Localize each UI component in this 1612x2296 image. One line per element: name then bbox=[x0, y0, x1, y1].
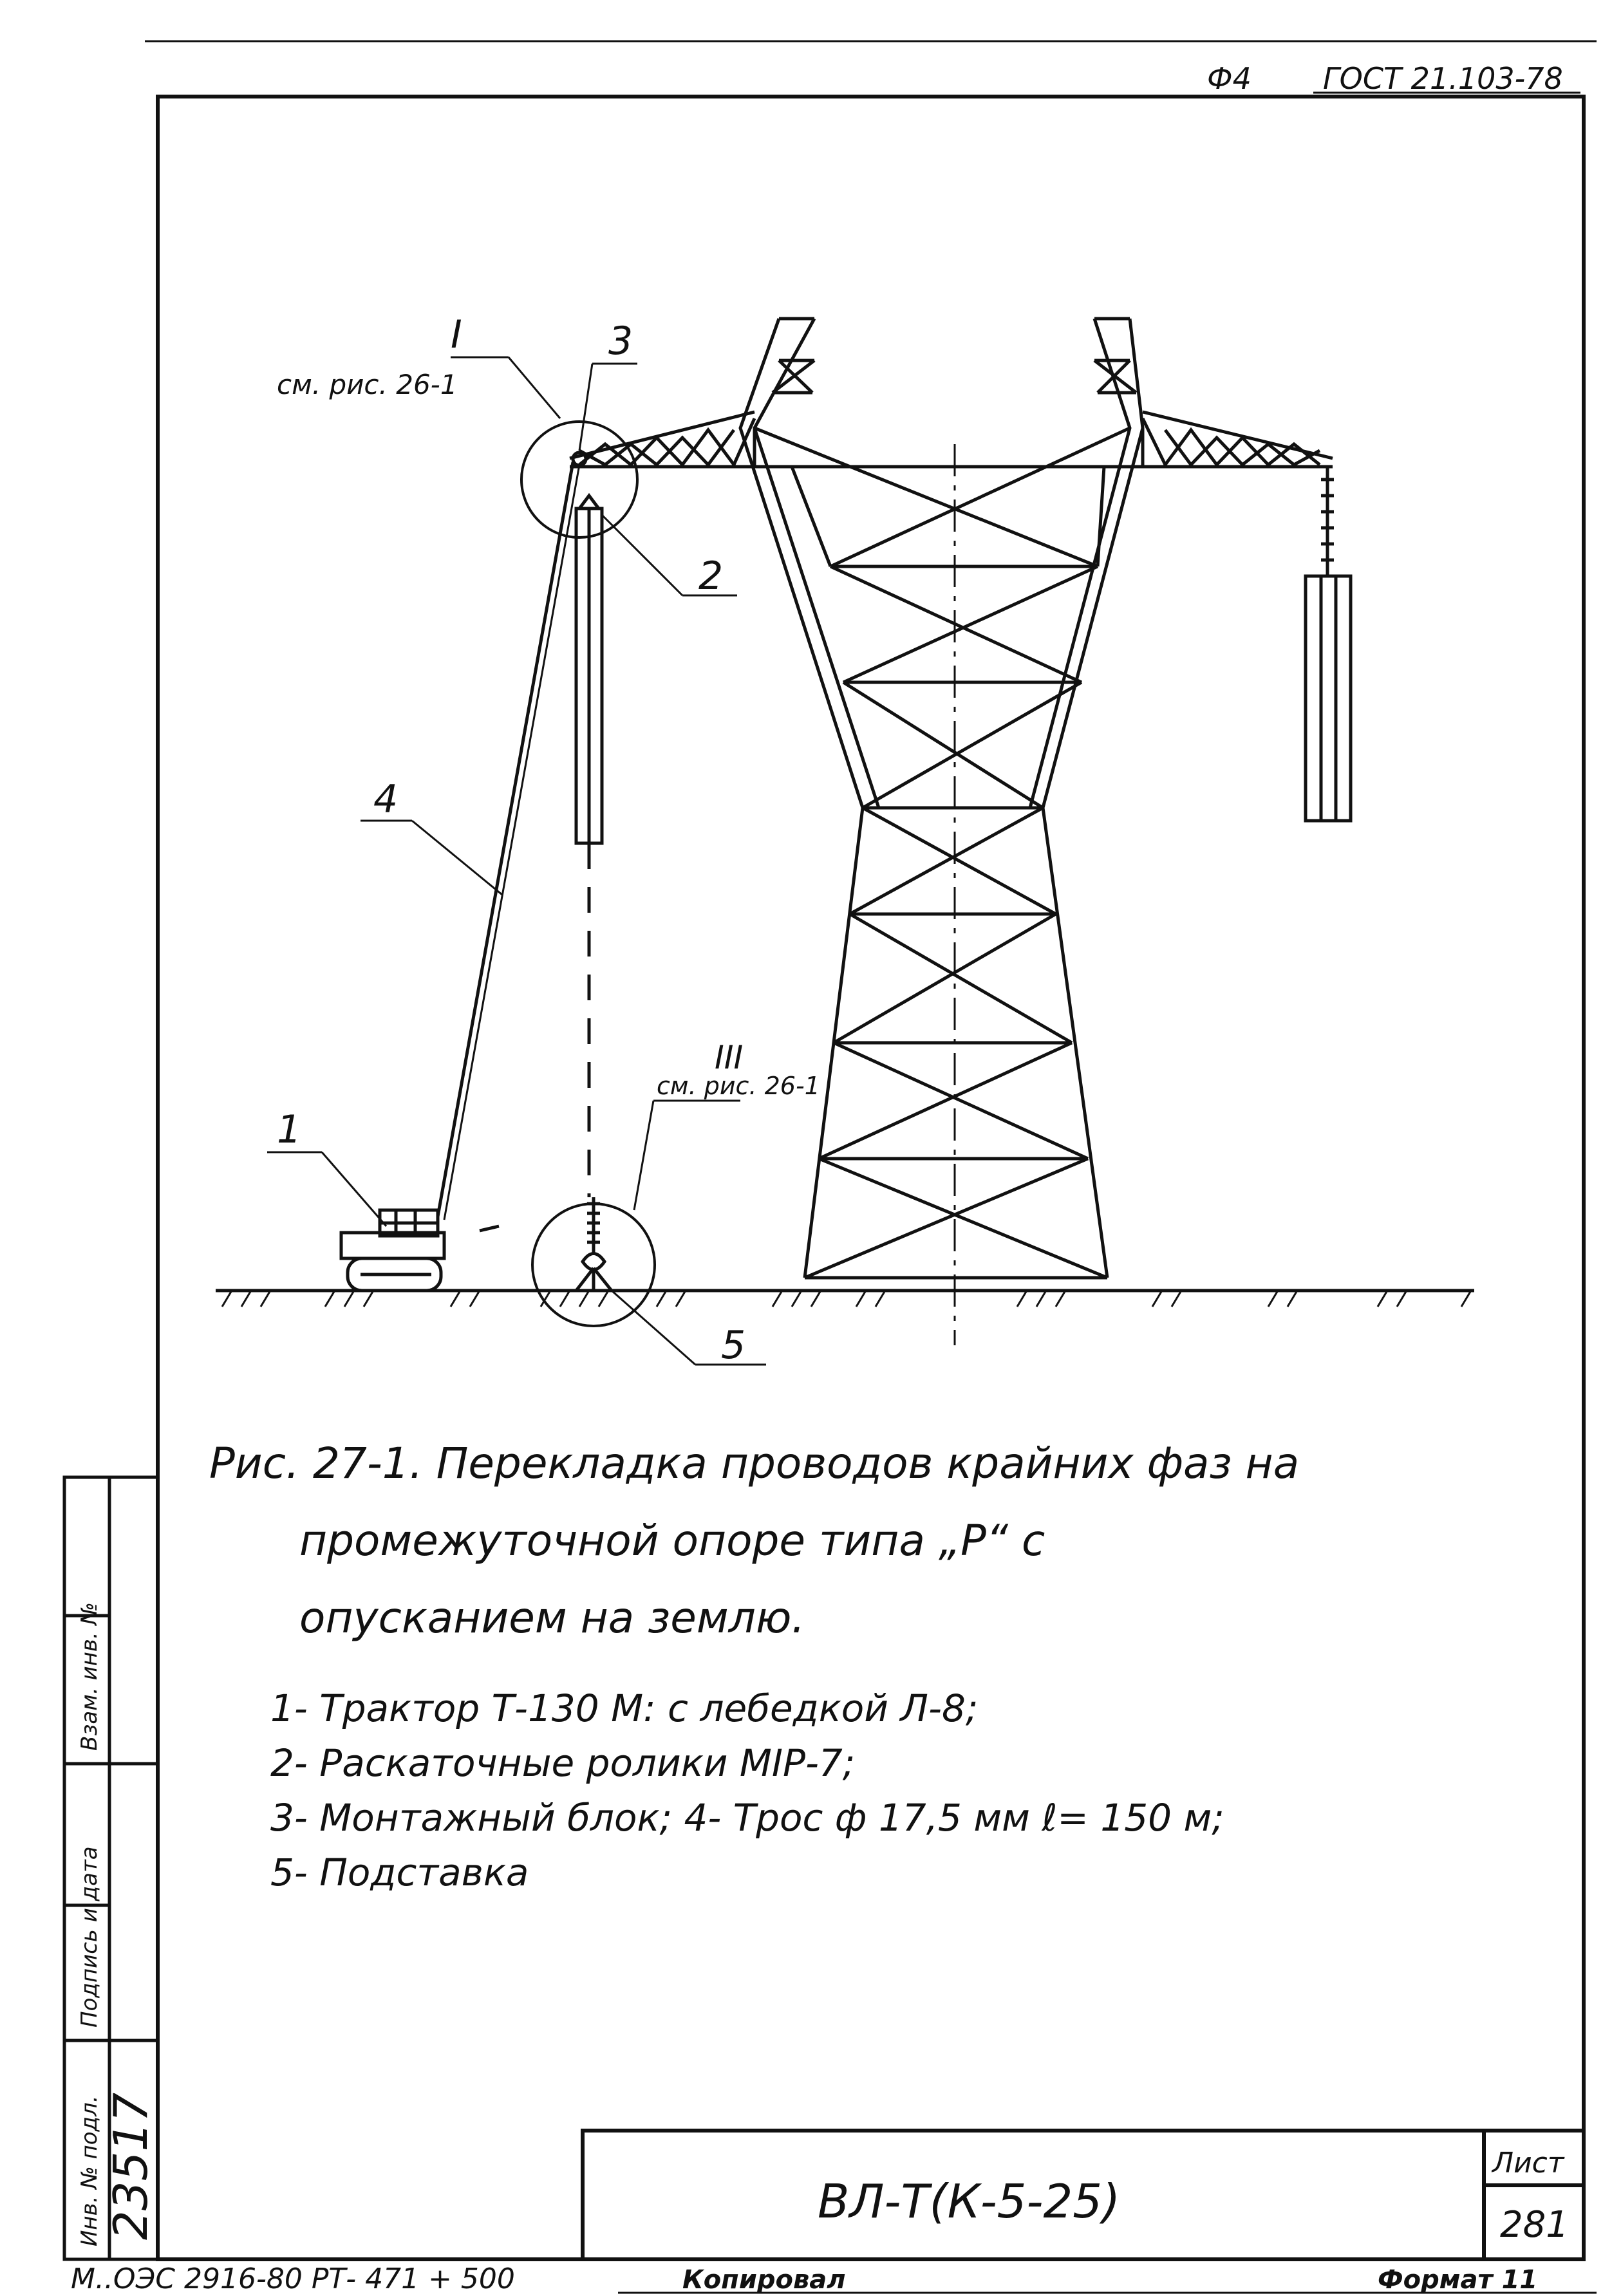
sheet-code: Ф4 bbox=[1207, 61, 1251, 96]
lowered-insulator bbox=[576, 1197, 612, 1291]
standard-ref: ГОСТ 21.103-78 bbox=[1323, 61, 1563, 96]
caption-line-1: Рис. 27-1. Перекладка проводов крайних фаз на bbox=[209, 1439, 1300, 1488]
right-insulator-string bbox=[1306, 467, 1351, 821]
label-item-2: 2 bbox=[698, 554, 724, 599]
drawing-frame bbox=[158, 97, 1584, 2259]
legend-item-4: 5- Подставка bbox=[270, 1851, 529, 1894]
label-detail-roman-3: III bbox=[715, 1039, 744, 1076]
label-item-5: 5 bbox=[721, 1323, 746, 1368]
tractor-t130 bbox=[341, 1210, 499, 1291]
caption-line-3: опусканием на землю. bbox=[299, 1593, 805, 1643]
label-detail-ref-1: см. рис. 26-1 bbox=[277, 369, 458, 400]
title-list-number: 281 bbox=[1500, 2204, 1569, 2246]
stamp-vzam: Взам. инв. № bbox=[77, 1602, 102, 1751]
title-designation: ВЛ-Т(К-5-25) bbox=[818, 2174, 1121, 2228]
ground-line bbox=[216, 1291, 1474, 1307]
footer-center: Копировал bbox=[682, 2265, 846, 2295]
label-detail-ref-3: см. рис. 26-1 bbox=[657, 1072, 820, 1100]
legend-item-2: 2- Раскаточные ролики МІР-7; bbox=[270, 1741, 856, 1785]
stamp-inv-podl: Инв. № подл. bbox=[77, 2095, 102, 2246]
caption-line-2: промежуточной опоре типа „Р“ с bbox=[299, 1516, 1045, 1565]
rolling-rollers bbox=[576, 496, 602, 1197]
stamp-podpis: Подпись и дата bbox=[77, 1846, 102, 2028]
footer-left: М..ОЭС 2916-80 РТ- 471 + 500 bbox=[71, 2263, 515, 2295]
detail-circle-1 bbox=[521, 422, 637, 537]
cable-rope bbox=[438, 462, 573, 1217]
label-item-4: 4 bbox=[373, 777, 398, 822]
stamp-inv-number: 23517 bbox=[104, 2092, 158, 2240]
title-list-label: Лист bbox=[1492, 2147, 1564, 2179]
transmission-tower bbox=[570, 319, 1333, 1278]
footer-right: Формат 11 bbox=[1378, 2265, 1538, 2295]
legend-item-1: 1- Трактор Т-130 М: с лебедкой Л-8; bbox=[270, 1686, 979, 1730]
legend-item-3: 3- Монтажный блок; 4- Трос ф 17,5 мм ℓ= 150 м; bbox=[270, 1796, 1224, 1840]
label-item-1: 1 bbox=[277, 1107, 302, 1152]
label-item-3: 3 bbox=[608, 319, 633, 364]
label-detail-roman-1: I bbox=[451, 312, 462, 357]
